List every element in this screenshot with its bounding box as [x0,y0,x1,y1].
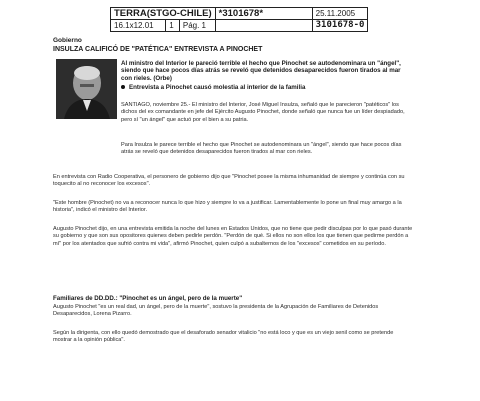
bullet-icon [121,85,125,89]
section-label: Gobierno [53,37,82,44]
closing-paragraph-2: Según la dirigenta, con ello quedó demostrado que el desaforado senador vitalicio "no está loco y que es un viejo senil como se pretende mostrar a la opinión pública". [53,330,394,344]
paragraph-1: SANTIAGO, noviembre 25.- El ministro del Interior, José Miguel Insulza, señaló que le parecieron "patéticos" los dichos del ex comandante en jefe del Ejército Augusto Pinochet, donde señaló que nunca fue un líder despiadado, pero sí "un ángel" que actuó por el bien a su patria. [121,102,405,123]
paragraph-3: En entrevista con Radio Cooperativa, el personero de gobierno dijo que "Pinochet posee la misma inhumanidad de siempre y continúa con su toquecito al no reconocer los excesos". [53,174,405,188]
paragraph-2: Para Insulza le parece terrible el hecho que Pinochet se autodenominara un "ángel", siendo que hace pocos días atrás se reveló que detenidos desaparecidos fueron tirados al mar con rieles. [121,142,402,156]
closing-paragraph-1: Augusto Pinochet "es un real dad, un ángel, pero de la muerte", sostuvo la presidenta de la Agrupación de Familiares de Detenidos Desaparecidos, Lorena Pizarro. [53,304,379,318]
clipping-header-table [110,7,368,32]
column-cell: 1 [166,20,180,32]
subheadline: Familiares de DD.DD.: "Pinochet es un ángel, pero de la muerte" [53,295,243,302]
page-cell: Pág. 1 [179,20,215,32]
empty-cell [215,20,312,32]
code-cell: 3101678-0 [312,20,368,32]
headline: INSULZA CALIFICÓ DE "PATÉTICA" ENTREVISTA A PINOCHET [53,46,263,53]
bullet-text: Entrevista a Pinochet causó molestia al interior de la familia [129,84,306,91]
paragraph-4: "Este hombre (Pinochet) no va a reconocer nunca lo que hizo y siempre lo va a justificar. Lamentablemente lo pone un final muy amargo a la historia", indicó el ministro del Interior. [53,200,402,214]
size-cell: 16.1x12.01 [111,20,166,32]
source-cell: TERRA(STGO-CHILE) [111,8,216,20]
lead-summary: Al ministro del Interior le pareció terrible el hecho que Pinochet se autodenominara un "ángel", siendo que hace pocos días atrás se reveló que detenidos desaparecidos fueron tirados al mar con rieles. (Orbe) [121,60,401,82]
portrait-image [56,59,117,119]
clipping-id-cell: *3101678* [215,8,312,20]
paragraph-5: Augusto Pinochet dijo, en una entrevista emitida la noche del lunes en Estados Unidos, que no tiene que pedir disculpas por lo que pasó durante su gobierno y que son sus opositores quienes deben pedirle perdón. "Perdón de qué. Si ellos no son ellos los que tienen que pedirme perdón a mí" por los atentados que sufrió contra mi vida", afirmó Pinochet, quien culpó a subalternos de los "excesos" cometidos en su período. [53,226,413,247]
pinochet-photo [56,59,117,119]
bullet-point [121,84,401,91]
date-cell: 25.11.2005 [312,8,368,20]
